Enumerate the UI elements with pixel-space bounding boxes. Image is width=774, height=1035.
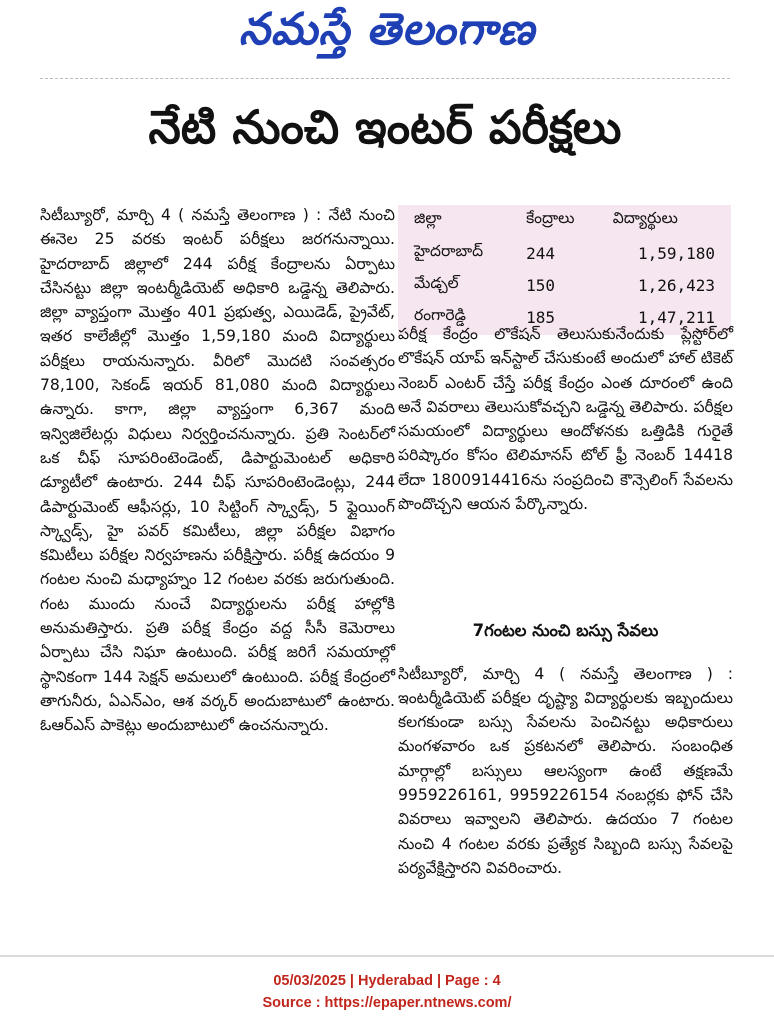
- header-centers: కేంద్రాలు: [526, 209, 575, 227]
- footer-divider: [0, 955, 774, 957]
- cell-district: మేడ్చల్: [414, 274, 459, 292]
- article-left-column: [40, 203, 395, 738]
- header-students: విద్యార్థులు: [612, 209, 678, 227]
- table-header-row: [398, 205, 731, 237]
- cell-district: హైదరాబాద్: [414, 242, 484, 260]
- cell-students: 1,59,180: [637, 243, 715, 263]
- cell-centers: 244: [526, 243, 555, 263]
- cell-centers: 185: [526, 307, 555, 327]
- bus-article-body: సిటీబ్యూరో, మార్చి 4 ( నమస్తే తెలంగాణ ) : ఇంటర్మీడియెట్ పరీక్షల దృష్ట్యా విద్యార్థులకు ఇబ్బందులు కలగకుండా బస్సు సేవలను పెంచినట్టు అధికారులు మంగళవారం ఒక ప్రకటనలో తెలిపారు. సంబంధిత మార్గాల్లో బస్సులు ఆలస్యంగా ఉంటే తక్షణమే 9959226161, 9959226154 నంబర్లకు ఫోన్ చేసి వివరాలు ఇవ్వాలని తెలిపారు. ఉదయం 7 గంటల నుంచి 4 గంటల వరకు ప్రత్యేక సిబ్బంది బస్సు సేవలపై పర్యవేక్షిస్తారని వివరించారు.: [398, 664, 733, 877]
- article-right-column: [398, 322, 733, 516]
- masthead: [0, 0, 774, 70]
- headline: నేటి నుంచి ఇంటర్ పరీక్షలు: [148, 100, 622, 154]
- stats-table-box: [398, 205, 731, 335]
- article-body: సిటీబ్యూరో, మార్చి 4 ( నమస్తే తెలంగాణ ) : నేటి నుంచి ఈనెల 25 వరకు ఇంటర్ పరీక్షలు జరగనున్నాయి. హైదరాబాద్ జిల్లాలో 244 పరీక్ష కేంద్రాలను ఏర్పాటు చేసినట్టు జిల్లా ఇంటర్మీడియెట్ అధికారి ఒడ్డెన్న తెలిపారు. జిల్లా వ్యాప్తంగా మొత్తం 401 ప్రభుత్వ, ఎయిడెడ్, ప్రైవేట్, ఇతర కాలేజీల్లో మొత్తం 1,59,180 మంది విద్యార్థులు పరీక్షలు రాయనున్నారు. వీరిలో మొదటి సంవత్సరం 78,100, సెకండ్ ఇయర్ 81,080 మంది విద్యార్థులు ఉన్నారు. కాగా, జిల్లా వ్యాప్తంగా 6,367 మంది ఇన్విజిలేటర్లు విధులు నిర్వర్తించనున్నారు. ప్రతి సెంటర్‌లో ఒక చీఫ్ సూపరింటెండెంట్, డిపార్టుమెంటల్ అధికారి డ్యూటీలో ఉంటారు. 244 చీఫ్ సూపరింటెండెంట్లు, 244 డిపార్టుమెంట్ ఆఫీసర్లు, 10 సిట్టింగ్ స్క్వాడ్స్, 5 ఫ్లైయింగ్ స్క్వాడ్స్, హై పవర్ కమిటీలు, జిల్లా పరీక్షల విభాగం కమిటీలు పరీక్షల నిర్వహణను పరీక్షిస్తారు. పరీక్ష ఉదయం 9 గంటల నుంచి మధ్యాహ్నం 12 గంటల వరకు జరుగుతుంది. గంట ముందు నుంచే విద్యార్థులను పరీక్ష హాల్లోకి అనుమతిస్తారు. ప్రతి పరీక్ష కేంద్రం వద్ద సీసీ కెమెరాలు ఏర్పాటు చేసి నిఘా ఉంటుంది. పరీక్ష జరిగే సమయాల్లో స్థానికంగా 144 సెక్షన్ అమలులో ఉంటుంది. పరీక్ష కేంద్రంలో తాగునీరు, ఏఎన్ఎం, ఆశ వర్కర్ అందుబాటులో ఉంటారు. ఓఆర్ఎస్ పాకెట్లు అందుబాటులో ఉంచనున్నారు.: [40, 206, 395, 735]
- header-district: జిల్లా: [414, 209, 442, 227]
- subheading: 7గంటల నుంచి బస్సు సేవలు: [472, 621, 659, 640]
- table-row: [398, 237, 731, 269]
- table-row: [398, 269, 731, 301]
- divider: [40, 78, 730, 79]
- cell-district: రంగారెడ్డి: [414, 306, 466, 324]
- footer-date-line: 05/03/2025 | Hyderabad | Page : 4: [273, 973, 501, 989]
- cell-students: 1,26,423: [637, 275, 715, 295]
- article-body-continued: పరీక్ష కేంద్రం లొకేషన్ తెలుసుకునేందుకు ప్లేస్టోర్‌లో లొకేషన్ యాప్ ఇన్‌స్టాల్ చేసుకుంటే అందులో హాల్ టికెట్ నెంబర్ ఎంటర్ చేస్తే పరీక్ష కేంద్రం ఎంత దూరంలో ఉంది అనే వివరాలు తెలుసుకోవచ్చని ఒడ్డెన్న తెలిపారు. పరీక్షల సమయంలో విద్యార్థులు ఆందోళనకు ఒత్తిడికి గురైతే పరిష్కారం కోసం టెలిమానస్ టోల్ ఫ్రీ నెంబర్ 14418 లేదా 1800914416ను సంప్రదించి కౌన్సెలింగ్ సేవలను పొందొచ్చని ఆయన పేర్కొన్నారు.: [398, 325, 733, 514]
- stats-table: [398, 205, 731, 333]
- cell-students: 1,47,211: [637, 307, 715, 327]
- footer: [0, 970, 774, 1014]
- newspaper-logo: నమస్తే తెలంగాణ: [238, 4, 536, 55]
- bus-services-article: [398, 646, 733, 896]
- cell-centers: 150: [526, 275, 555, 295]
- footer-source-link[interactable]: Source : https://epaper.ntnews.com/: [262, 995, 512, 1011]
